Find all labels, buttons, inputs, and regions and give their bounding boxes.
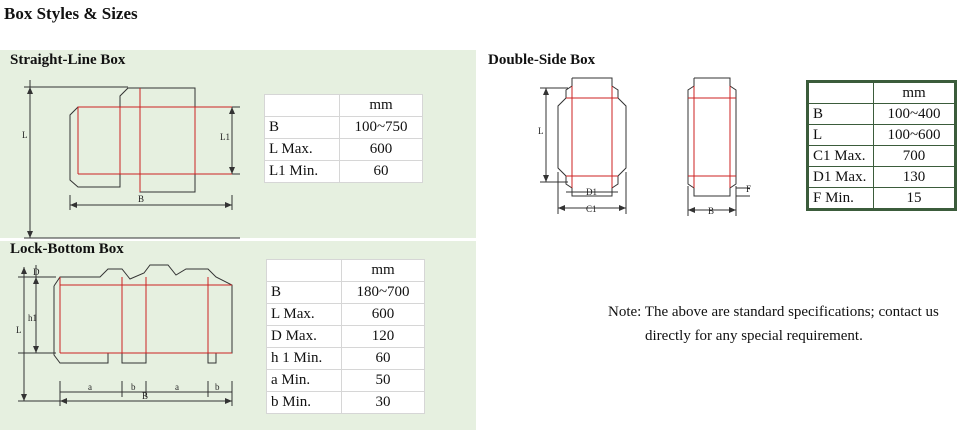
lock-bottom-panel: [0, 241, 476, 430]
arrowhead: [27, 87, 33, 94]
spec-label: L1 Min.: [265, 161, 340, 183]
arrowhead: [543, 175, 549, 182]
straight-line-title: Straight-Line Box: [10, 52, 126, 68]
table-row: [265, 161, 423, 183]
spec-value: 100~750: [340, 117, 423, 139]
double-side-diagram: [530, 72, 770, 220]
spec-label: B: [808, 104, 874, 125]
spec-label: L Max.: [267, 304, 342, 326]
spec-value: 180~700: [342, 282, 425, 304]
spec-value: 600: [340, 139, 423, 161]
table-header-row: [265, 95, 423, 117]
dim-label-a: a: [175, 382, 179, 392]
spec-value: 700: [874, 146, 956, 167]
spec-label: B: [267, 282, 342, 304]
spec-value: 15: [874, 188, 956, 210]
spec-label: F Min.: [808, 188, 874, 210]
table-row: [808, 167, 956, 188]
lock-bottom-spec-table: [266, 259, 425, 414]
table-header-row: [808, 82, 956, 104]
dim-label-b: B: [138, 194, 145, 204]
table-header-blank: [267, 260, 342, 282]
note-line-2: directly for any special requirement.: [645, 328, 863, 344]
arrowhead: [70, 202, 77, 208]
arrowhead: [558, 205, 565, 211]
double-right-cut-outline: [688, 78, 736, 196]
straight-line-panel: [0, 50, 476, 238]
spec-label: D Max.: [267, 326, 342, 348]
table-row: [267, 304, 425, 326]
spec-value: 100~400: [874, 104, 956, 125]
spec-label: L Max.: [265, 139, 340, 161]
table-row: [265, 117, 423, 139]
spec-value: 100~600: [874, 125, 956, 146]
table-row: [265, 139, 423, 161]
table-row: [267, 282, 425, 304]
table-row: [267, 326, 425, 348]
arrowhead: [229, 107, 235, 114]
table-row: [808, 146, 956, 167]
table-row: [808, 188, 956, 210]
dim-label-b-total: B: [142, 391, 149, 401]
table-header-blank: [265, 95, 340, 117]
table-row: [808, 104, 956, 125]
arrowhead: [27, 231, 33, 238]
note: [608, 300, 939, 348]
dim-label-d1: D1: [586, 187, 597, 197]
arrowhead: [729, 207, 736, 213]
dim-label-d: D: [33, 267, 40, 277]
note-line-1: Note: The above are standard specifications; contact us: [608, 304, 939, 320]
spec-label: a Min.: [267, 370, 342, 392]
arrowhead: [619, 205, 626, 211]
dim-label-l: L: [22, 130, 28, 140]
unit-header: mm: [874, 82, 956, 104]
spec-value: 30: [342, 392, 425, 414]
straight-line-diagram: [0, 50, 250, 238]
spec-label: L: [808, 125, 874, 146]
arrowhead: [60, 398, 67, 404]
lock-cut-outline: [54, 265, 232, 363]
dim-label-b: B: [708, 206, 715, 216]
dim-label-l1: L1: [220, 132, 230, 142]
table-row: [808, 125, 956, 146]
spec-label: D1 Max.: [808, 167, 874, 188]
arrowhead: [688, 207, 695, 213]
spec-label: b Min.: [267, 392, 342, 414]
spec-label: C1 Max.: [808, 146, 874, 167]
spec-value: 50: [342, 370, 425, 392]
dim-label-a: a: [88, 382, 92, 392]
arrowhead: [33, 277, 39, 284]
dim-label-f: F: [746, 184, 752, 194]
lock-bottom-diagram: [0, 241, 250, 430]
double-left-cut-outline: [558, 78, 626, 196]
spec-value: 600: [342, 304, 425, 326]
dim-label-b: b: [131, 382, 136, 392]
table-row: [267, 348, 425, 370]
table-header-blank: [808, 82, 874, 104]
arrowhead: [33, 346, 39, 353]
page-title: Box Styles & Sizes: [4, 4, 138, 23]
arrowhead: [225, 398, 232, 404]
arrowhead: [229, 167, 235, 174]
lock-bottom-title: Lock-Bottom Box: [10, 241, 124, 257]
spec-value: 60: [342, 348, 425, 370]
table-row: [267, 392, 425, 414]
dim-label-b: b: [215, 382, 220, 392]
spec-value: 60: [340, 161, 423, 183]
unit-header: mm: [340, 95, 423, 117]
table-row: [267, 370, 425, 392]
double-side-title: Double-Side Box: [488, 52, 596, 68]
straight-line-spec-table: [264, 94, 423, 183]
dim-label-l: L: [16, 325, 22, 335]
dim-label-c1: C1: [586, 204, 597, 214]
spec-value: 130: [874, 167, 956, 188]
table-header-row: [267, 260, 425, 282]
dim-label-l: L: [538, 126, 544, 136]
spec-label: h 1 Min.: [267, 348, 342, 370]
straight-cut-outline: [70, 88, 232, 192]
arrowhead: [21, 267, 27, 274]
double-side-spec-table: [806, 80, 957, 211]
dim-label-h1: h1: [28, 313, 37, 323]
unit-header: mm: [342, 260, 425, 282]
spec-value: 120: [342, 326, 425, 348]
arrowhead: [543, 88, 549, 95]
arrowhead: [225, 202, 232, 208]
arrowhead: [21, 394, 27, 401]
spec-label: B: [265, 117, 340, 139]
